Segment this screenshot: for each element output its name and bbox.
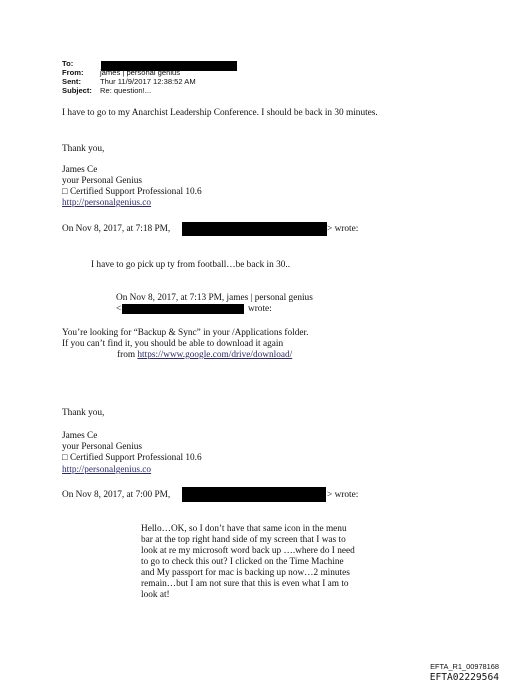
quote3-wrote: > wrote:	[327, 490, 359, 500]
quote3-line-7: look at!	[141, 590, 170, 600]
google-drive-download-link[interactable]: https://www.google.com/drive/download/	[137, 350, 293, 360]
quote3-line-5: and My passport for mac is backing up now…2 minutes	[141, 568, 350, 578]
quote3-line-4: to go to check this out? I clicked on the Time Machine	[141, 557, 344, 567]
sig2-cert: □ Certified Support Professional 10.6	[62, 453, 202, 463]
quote3-line-1: Hello…OK, so I don’t have that same icon in the menu	[141, 524, 347, 534]
quote1-on: On Nov 8, 2017, at 7:18 PM,	[62, 224, 171, 234]
sig2-thanks: Thank you,	[62, 408, 105, 418]
quote1-wrote: > wrote:	[327, 224, 359, 234]
redaction-quote3-sender	[182, 487, 326, 502]
footer-ref-1: EFTA_R1_00978168	[430, 662, 499, 671]
subject-value: Re: question!...	[100, 86, 152, 95]
subject-label: Subject:	[62, 86, 92, 95]
sig1-thanks: Thank you,	[62, 144, 105, 154]
quote2-on: On Nov 8, 2017, at 7:13 PM, james | personal genius	[116, 293, 313, 303]
sig1-link[interactable]: http://personalgenius.co	[62, 198, 152, 208]
sent-value: Thur 11/9/2017 12:38:52 AM	[100, 77, 196, 86]
quote3-line-2: bar at the top right hand side of my screen that I was to	[141, 535, 346, 545]
quote3-line-6: remain…but I am not sure that this is even what I am to	[141, 579, 349, 589]
quote1-text: I have to go pick up ty from football…be back in 30..	[91, 260, 291, 270]
sent-label: Sent:	[62, 77, 81, 86]
quote2-wrote: wrote:	[248, 304, 272, 314]
quote2-from: from	[117, 350, 136, 360]
sig1-title: your Personal Genius	[62, 176, 143, 186]
from-label: From:	[62, 68, 84, 77]
quote3-line-3: look at re my microsoft word back up ….where do I need	[141, 546, 355, 556]
quote2-line1: You’re looking for “Backup & Sync” in your /Applications folder.	[62, 328, 309, 338]
sig1-cert: □ Certified Support Professional 10.6	[62, 187, 202, 197]
footer-ref-2: EFTA02229564	[429, 672, 499, 683]
redaction-quote1-sender	[182, 222, 327, 236]
quote2-line2: If you can’t find it, you should be able to download it again	[62, 339, 284, 349]
sig2-name: James Ce	[62, 431, 98, 441]
sig1-name: James Ce	[62, 165, 98, 175]
from-value: james | personal genius	[100, 68, 181, 77]
message-text: I have to go to my Anarchist Leadership Conference. I should be back in 30 minutes.	[62, 108, 378, 118]
sig2-link[interactable]: http://personalgenius.co	[62, 465, 152, 475]
quote2-line3	[117, 350, 292, 361]
sig2-title: your Personal Genius	[62, 442, 143, 452]
quote2-lt: <	[116, 304, 122, 314]
quote3-on: On Nov 8, 2017, at 7:00 PM,	[62, 490, 171, 500]
to-label: To:	[62, 59, 74, 68]
redaction-quote2-email	[122, 304, 244, 314]
